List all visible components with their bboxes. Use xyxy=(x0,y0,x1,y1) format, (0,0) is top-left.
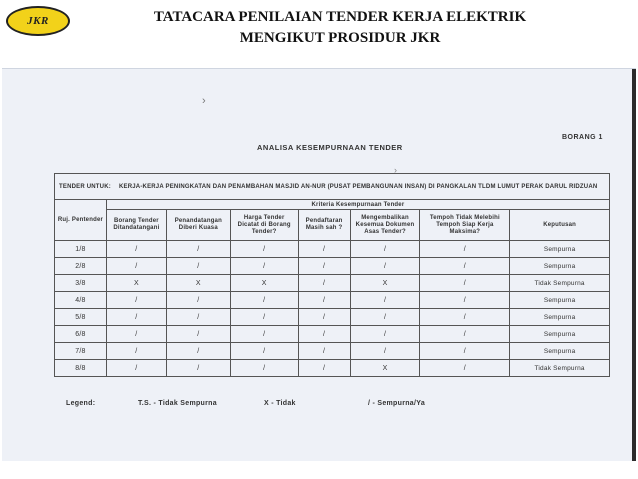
criteria-cell: / xyxy=(420,343,510,360)
slide-title-line1: TATACARA PENILAIAN TENDER KERJA ELEKTRIK xyxy=(153,9,527,25)
criteria-header: Kriteria Kesempurnaan Tender xyxy=(106,200,609,210)
scanned-form xyxy=(2,68,636,461)
criteria-cell: X xyxy=(230,275,298,292)
col-header: Mengembalikan Kesemua Dokumen Asas Tender? xyxy=(350,210,420,241)
criteria-cell: / xyxy=(298,360,350,377)
criteria-cell: / xyxy=(350,343,420,360)
criteria-cell: / xyxy=(420,292,510,309)
table-row xyxy=(55,343,610,360)
criteria-cell: / xyxy=(350,258,420,275)
decision-cell: Sempurna xyxy=(510,343,610,360)
criteria-cell: / xyxy=(420,258,510,275)
analysis-table xyxy=(54,173,610,377)
criteria-cell: / xyxy=(230,309,298,326)
criteria-cell: / xyxy=(420,326,510,343)
table-row xyxy=(55,309,610,326)
criteria-cell: / xyxy=(166,343,230,360)
decision-cell: Sempurna xyxy=(510,326,610,343)
criteria-cell: / xyxy=(166,292,230,309)
criteria-header-row xyxy=(55,200,610,210)
ruj-cell: 6/8 xyxy=(55,326,107,343)
jkr-logo xyxy=(6,6,70,36)
table-row xyxy=(55,275,610,292)
ruj-cell: 8/8 xyxy=(55,360,107,377)
criteria-cell: / xyxy=(350,241,420,258)
criteria-cell: X xyxy=(350,275,420,292)
criteria-cell: / xyxy=(230,241,298,258)
tender-text: KERJA-KERJA PENINGKATAN DAN PENAMBAHAN MASJID AN-NUR (PUSAT PEMBANGUNAN INSAN) DI PANGKALAN TLDM LUMUT PERAK DARUL RIDZUAN xyxy=(119,183,598,190)
legend-tick: / - Sempurna/Ya xyxy=(368,400,426,407)
criteria-cell: / xyxy=(420,275,510,292)
scan-edge xyxy=(632,69,636,461)
tender-label: TENDER UNTUK: xyxy=(59,183,111,190)
criteria-cell: / xyxy=(106,258,166,275)
criteria-cell: X xyxy=(166,275,230,292)
criteria-cell: / xyxy=(298,326,350,343)
ruj-cell: 4/8 xyxy=(55,292,107,309)
legend-ts: T.S. - Tidak Sempurna xyxy=(138,400,217,407)
criteria-cell: / xyxy=(230,360,298,377)
legend-label: Legend: xyxy=(66,400,96,407)
col-header: Borang Tender Ditandatangani xyxy=(106,210,166,241)
table-row xyxy=(55,258,610,275)
borang-label: BORANG 1 xyxy=(562,134,603,141)
criteria-cell: / xyxy=(298,309,350,326)
criteria-cell: / xyxy=(106,360,166,377)
criteria-cell: / xyxy=(106,309,166,326)
criteria-cell: X xyxy=(106,275,166,292)
col-header: Pendaftaran Masih sah ? xyxy=(298,210,350,241)
criteria-cell: / xyxy=(350,292,420,309)
criteria-cell: / xyxy=(106,343,166,360)
col-header: Harga Tender Dicatat di Borang Tender? xyxy=(230,210,298,241)
ruj-cell: 5/8 xyxy=(55,309,107,326)
punch-mark: › xyxy=(394,165,397,175)
criteria-cell: / xyxy=(420,360,510,377)
criteria-cell: X xyxy=(350,360,420,377)
criteria-cell: / xyxy=(230,258,298,275)
decision-cell: Tidak Sempurna xyxy=(510,360,610,377)
criteria-cell: / xyxy=(106,241,166,258)
decision-header: Keputusan xyxy=(510,210,610,241)
ruj-cell: 3/8 xyxy=(55,275,107,292)
criteria-cell: / xyxy=(298,258,350,275)
criteria-cell: / xyxy=(106,326,166,343)
tender-info-row xyxy=(55,174,610,200)
decision-cell: Tidak Sempurna xyxy=(510,275,610,292)
criteria-cell: / xyxy=(350,326,420,343)
ruj-cell: 2/8 xyxy=(55,258,107,275)
ruj-header: Ruj. Pentender xyxy=(55,200,107,241)
criteria-cell: / xyxy=(166,241,230,258)
criteria-cell: / xyxy=(166,309,230,326)
criteria-cell: / xyxy=(166,326,230,343)
col-header: Penandatangan Diberi Kuasa xyxy=(166,210,230,241)
table-row xyxy=(55,292,610,309)
criteria-cell: / xyxy=(298,343,350,360)
criteria-cell: / xyxy=(230,292,298,309)
punch-mark: › xyxy=(202,95,206,107)
legend-x: X - Tidak xyxy=(264,400,296,407)
table-row xyxy=(55,326,610,343)
table-row xyxy=(55,360,610,377)
decision-cell: Sempurna xyxy=(510,309,610,326)
decision-cell: Sempurna xyxy=(510,241,610,258)
criteria-cell: / xyxy=(298,275,350,292)
criteria-cell: / xyxy=(350,309,420,326)
criteria-cell: / xyxy=(166,360,230,377)
table-row xyxy=(55,241,610,258)
decision-cell: Sempurna xyxy=(510,258,610,275)
decision-cell: Sempurna xyxy=(510,292,610,309)
criteria-cell: / xyxy=(298,241,350,258)
ruj-cell: 1/8 xyxy=(55,241,107,258)
criteria-cell: / xyxy=(166,258,230,275)
column-header-row xyxy=(55,210,610,241)
criteria-cell: / xyxy=(230,326,298,343)
criteria-cell: / xyxy=(420,241,510,258)
criteria-cell: / xyxy=(298,292,350,309)
criteria-cell: / xyxy=(230,343,298,360)
logo-text: JKR xyxy=(27,15,49,27)
criteria-cell: / xyxy=(420,309,510,326)
slide-title-line2: MENGIKUT PROSIDUR JKR xyxy=(239,30,441,46)
form-heading: ANALISA KESEMPURNAAN TENDER xyxy=(257,143,403,152)
tender-info-cell xyxy=(55,174,610,200)
criteria-cell: / xyxy=(106,292,166,309)
ruj-cell: 7/8 xyxy=(55,343,107,360)
col-header: Tempoh Tidak Melebihi Tempoh Siap Kerja Maksima? xyxy=(420,210,510,241)
